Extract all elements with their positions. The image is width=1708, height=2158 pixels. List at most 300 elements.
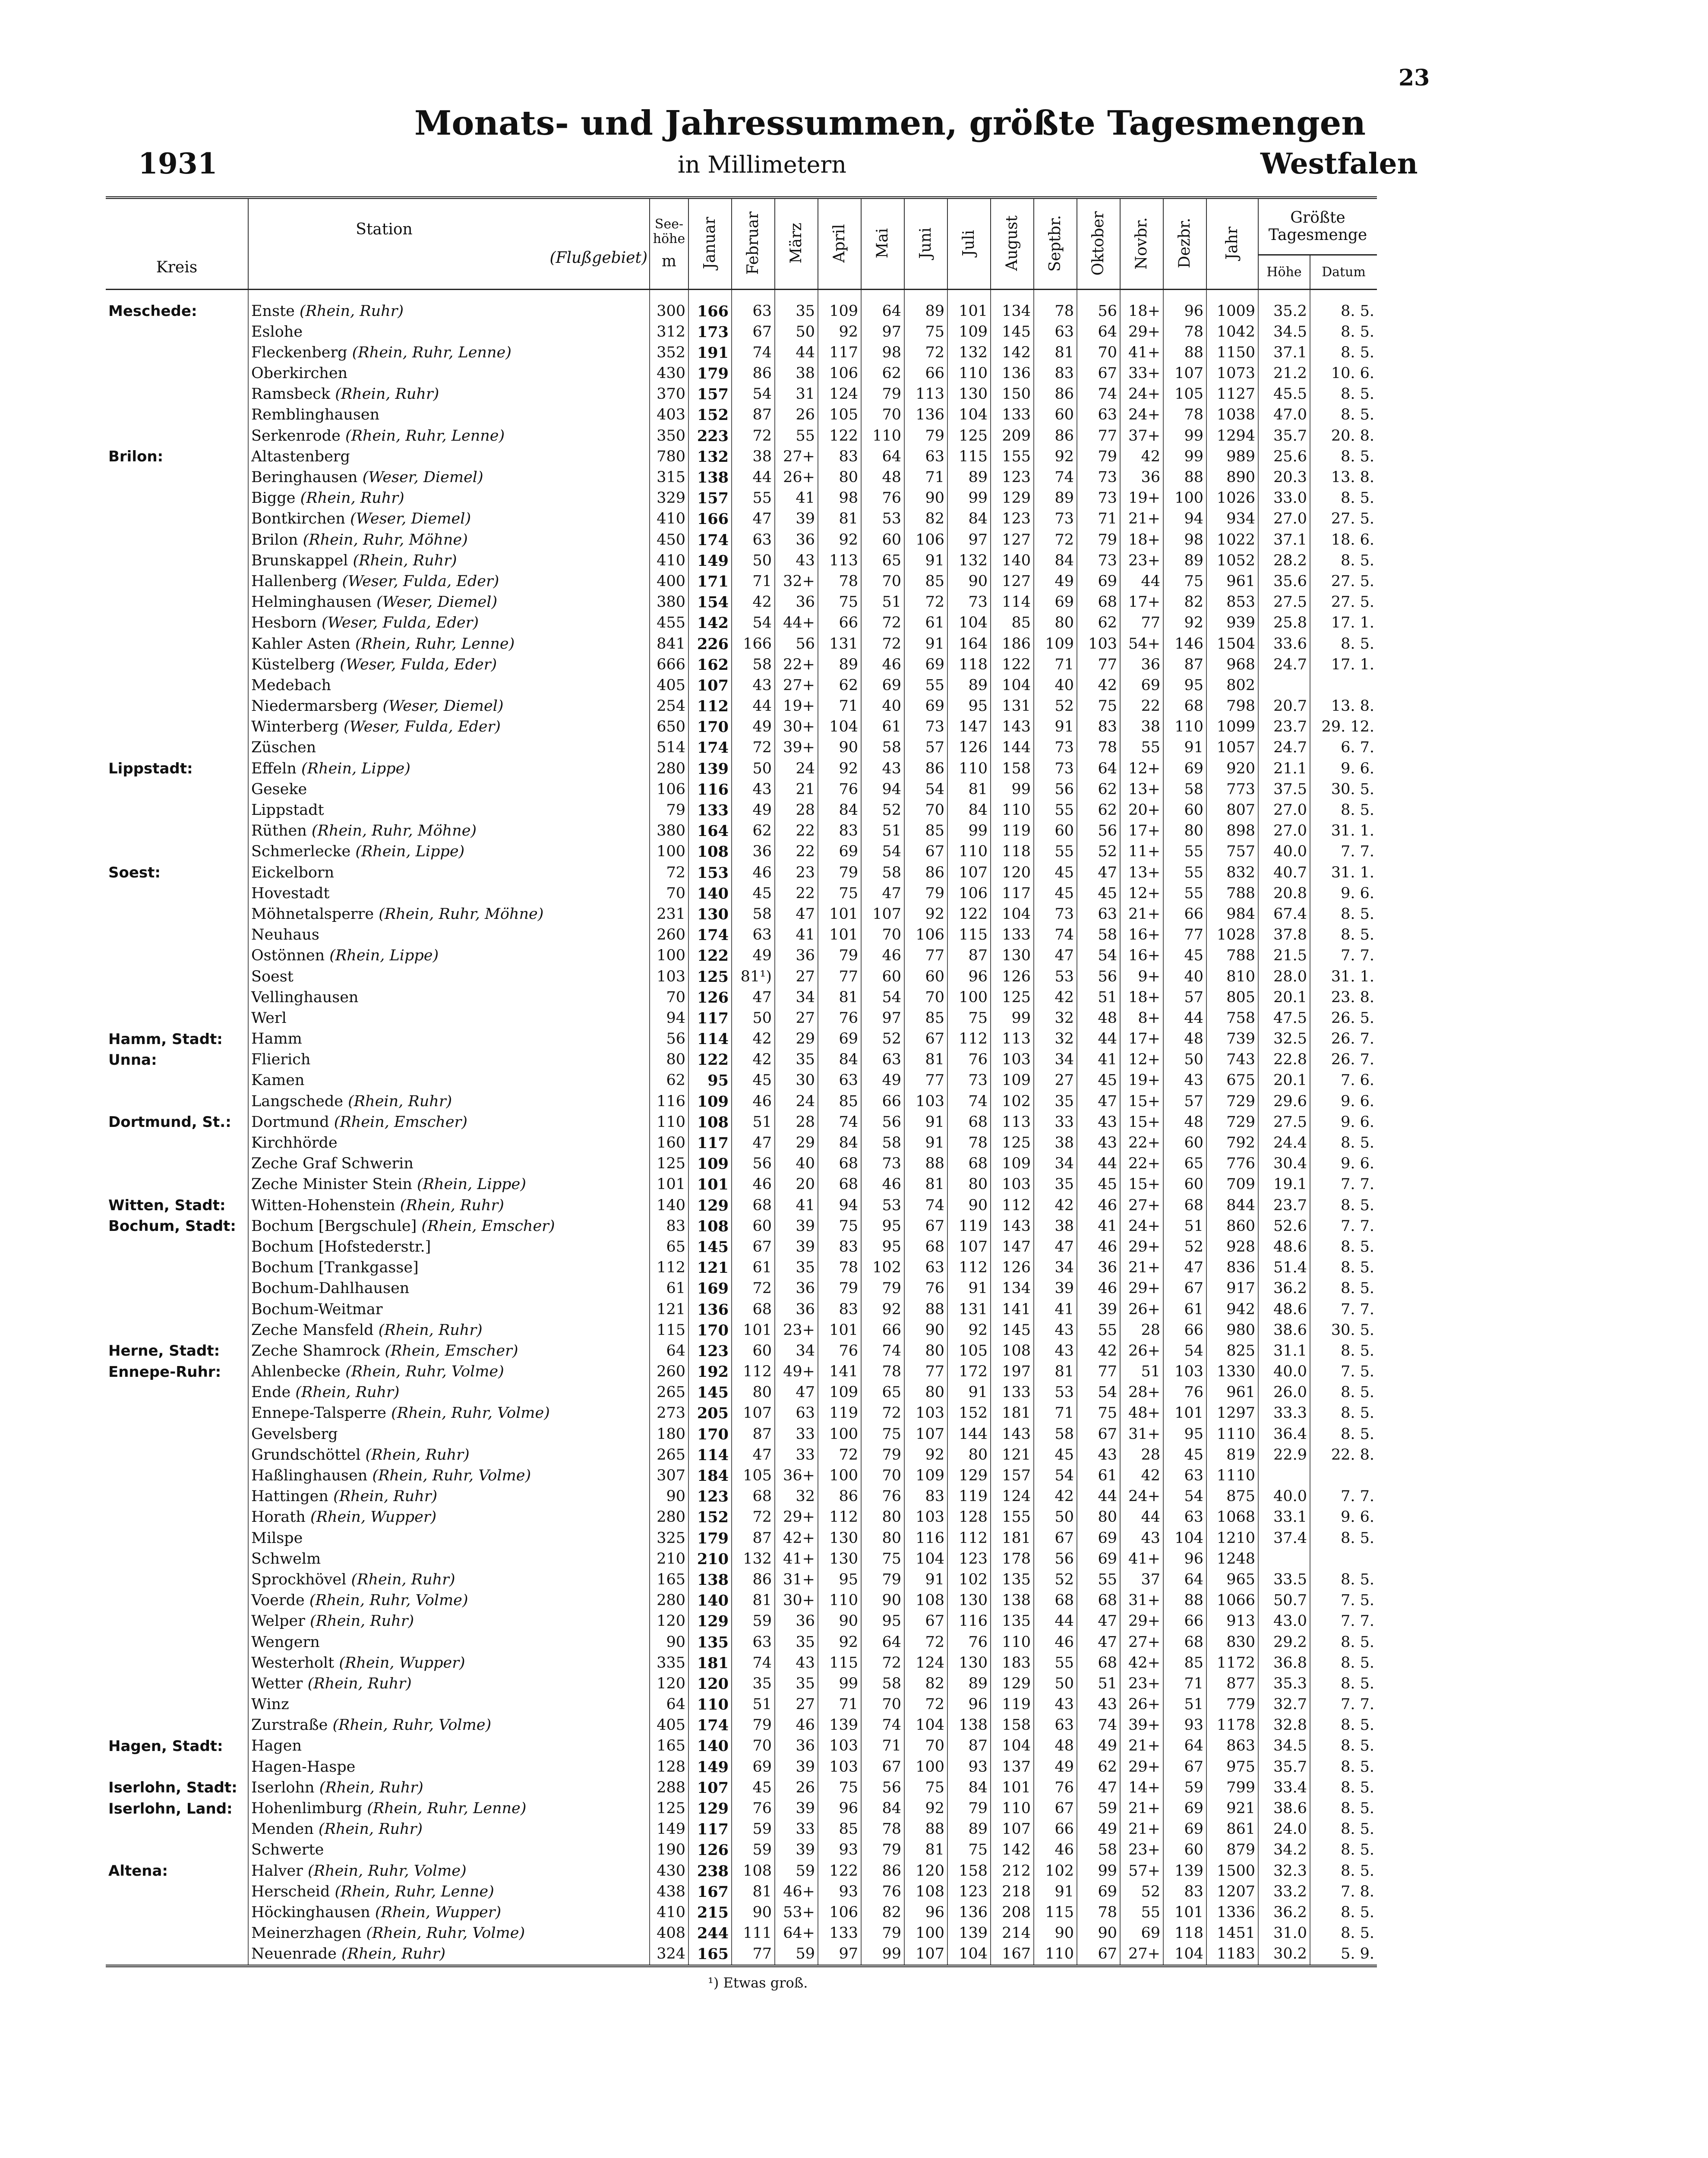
station-cell [248, 966, 650, 987]
station-name: Wengern [251, 1633, 320, 1651]
month-cell: 147 [991, 1237, 1034, 1257]
month-cell: 16+ [1120, 946, 1163, 966]
max-datum-cell: 8. 5. [1310, 1278, 1377, 1299]
max-datum-cell: 7. 6. [1310, 1070, 1377, 1091]
station-name: Gevelsberg [251, 1425, 338, 1443]
month-cell: 122 [688, 1050, 732, 1070]
jahr-cell: 917 [1206, 1278, 1258, 1299]
month-cell: 59 [775, 1944, 818, 1966]
station-name: Eickelborn [251, 864, 335, 881]
month-cell: 107 [1163, 363, 1206, 384]
month-cell: 42 [732, 592, 775, 613]
month-cell: 77 [1077, 426, 1120, 446]
station-cell [248, 1861, 650, 1881]
seehoehe-cell: 350 [650, 426, 688, 446]
month-cell: 127 [991, 571, 1034, 592]
river-basin: (Weser, Diemel) [382, 697, 504, 715]
station-name: Geseke [251, 780, 307, 798]
kreis-cell [106, 946, 248, 966]
month-cell: 27 [775, 1694, 818, 1715]
month-cell: 81 [1034, 342, 1077, 363]
month-cell: 28 [1120, 1445, 1163, 1465]
month-cell: 66 [1163, 1320, 1206, 1341]
month-cell: 170 [688, 1320, 732, 1341]
jahr-cell: 1248 [1206, 1549, 1258, 1569]
month-cell: 152 [947, 1403, 991, 1424]
month-cell: 56 [861, 1112, 904, 1133]
max-hoehe-cell: 21.5 [1258, 946, 1310, 966]
month-cell: 85 [904, 1008, 947, 1029]
month-cell: 74 [1034, 467, 1077, 488]
kreis-cell: Lippstadt: [108, 760, 193, 778]
station-cell [248, 1466, 650, 1486]
month-cell: 69 [818, 842, 861, 862]
month-cell: 40 [775, 1154, 818, 1174]
jahr-cell: 792 [1206, 1133, 1258, 1154]
month-cell: 19+ [1120, 1070, 1163, 1091]
max-hoehe-cell: 34.5 [1258, 322, 1310, 342]
month-cell: 108 [991, 1341, 1034, 1361]
month-cell: 74 [732, 342, 775, 363]
max-hoehe-cell [1258, 1549, 1310, 1569]
max-hoehe-cell: 29.2 [1258, 1632, 1310, 1653]
kreis-cell [106, 322, 248, 342]
jahr-cell: 1336 [1206, 1902, 1258, 1923]
month-cell: 131 [818, 634, 861, 654]
river-basin: (Rhein, Wupper) [375, 1903, 502, 1921]
max-datum-cell: 9. 6. [1310, 758, 1377, 779]
month-cell: 41 [1077, 1216, 1120, 1237]
month-cell: 79 [861, 1569, 904, 1590]
month-cell: 70 [861, 405, 904, 426]
station-cell [248, 696, 650, 717]
month-cell: 238 [688, 1861, 732, 1881]
month-cell: 115 [947, 446, 991, 467]
month-cell: 66 [1163, 1611, 1206, 1632]
month-cell: 145 [688, 1382, 732, 1403]
month-cell: 133 [991, 1382, 1034, 1403]
month-cell: 91 [904, 1112, 947, 1133]
jahr-cell: 860 [1206, 1216, 1258, 1237]
month-cell: 85 [904, 821, 947, 842]
month-cell: 78 [947, 1133, 991, 1154]
month-cell: 123 [688, 1341, 732, 1361]
table-row [106, 1569, 1377, 1590]
month-cell: 100 [818, 1424, 861, 1445]
month-cell: 70 [904, 800, 947, 821]
jahr-cell: 1068 [1206, 1507, 1258, 1528]
month-cell: 96 [1163, 1549, 1206, 1569]
max-hoehe-cell: 25.6 [1258, 446, 1310, 467]
month-cell: 104 [991, 904, 1034, 924]
month-cell: 97 [947, 530, 991, 550]
month-cell: 31 [775, 384, 818, 405]
month-cell: 83 [818, 446, 861, 467]
kreis-cell [106, 779, 248, 800]
month-cell: 29+ [1120, 1757, 1163, 1777]
month-cell: 104 [904, 1715, 947, 1736]
jahr-cell: 877 [1206, 1673, 1258, 1694]
station-cell [248, 1819, 650, 1840]
month-cell: 99 [991, 1008, 1034, 1029]
month-cell: 81 [904, 1840, 947, 1861]
table-row [106, 322, 1377, 342]
month-cell: 63 [1163, 1466, 1206, 1486]
jahr-cell: 1172 [1206, 1653, 1258, 1673]
month-cell: 104 [991, 675, 1034, 696]
month-cell: 103 [818, 1757, 861, 1777]
station-name: Neuhaus [251, 926, 319, 944]
month-cell: 41+ [775, 1549, 818, 1569]
month-cell: 47 [1077, 1091, 1120, 1112]
max-hoehe-cell: 24.4 [1258, 1133, 1310, 1154]
month-cell: 45 [1163, 946, 1206, 966]
month-cell: 22 [775, 821, 818, 842]
table-row [106, 1008, 1377, 1029]
seehoehe-cell: 125 [650, 1798, 688, 1819]
header-month: April [818, 198, 861, 290]
jahr-cell: 863 [1206, 1736, 1258, 1757]
month-cell: 52 [1163, 1237, 1206, 1257]
month-cell: 129 [947, 1466, 991, 1486]
month-cell: 39 [775, 509, 818, 530]
month-cell: 42 [1077, 675, 1120, 696]
month-cell: 166 [732, 634, 775, 654]
month-cell: 99 [991, 779, 1034, 800]
month-cell: 40 [1163, 966, 1206, 987]
max-datum-cell: 31. 1. [1310, 821, 1377, 842]
seehoehe-cell: 70 [650, 987, 688, 1008]
kreis-cell [106, 1653, 248, 1673]
station-cell [248, 592, 650, 613]
station-cell [248, 1757, 650, 1777]
max-datum-cell: 18. 6. [1310, 530, 1377, 550]
month-cell: 50 [732, 1008, 775, 1029]
seehoehe-cell: 780 [650, 446, 688, 467]
month-cell: 70 [861, 925, 904, 946]
month-cell: 142 [991, 342, 1034, 363]
station-cell [248, 363, 650, 384]
station-cell [248, 862, 650, 883]
month-cell: 41+ [1120, 342, 1163, 363]
month-cell: 68 [732, 1486, 775, 1507]
max-hoehe-cell: 43.0 [1258, 1611, 1310, 1632]
month-cell: 149 [688, 550, 732, 571]
kreis-cell [106, 550, 248, 571]
table-row [106, 1757, 1377, 1777]
month-cell: 133 [818, 1923, 861, 1944]
month-cell: 32 [775, 1486, 818, 1507]
month-cell: 66 [818, 613, 861, 634]
month-cell: 43 [775, 550, 818, 571]
month-cell: 73 [1034, 509, 1077, 530]
month-cell: 120 [688, 1673, 732, 1694]
month-cell: 92 [818, 530, 861, 550]
month-cell: 121 [688, 1258, 732, 1278]
station-name: Werl [251, 1009, 287, 1027]
month-cell: 68 [1077, 592, 1120, 613]
seehoehe-cell: 666 [650, 654, 688, 675]
kreis-cell [106, 1154, 248, 1174]
month-cell: 42 [1034, 1195, 1077, 1216]
station-cell [248, 1777, 650, 1798]
month-cell: 109 [904, 1466, 947, 1486]
month-cell: 45 [732, 1070, 775, 1091]
month-cell: 66 [1163, 904, 1206, 924]
header-jahr: Jahr [1206, 198, 1258, 290]
month-cell: 45 [1034, 1445, 1077, 1465]
max-datum-cell: 5. 9. [1310, 1944, 1377, 1966]
month-cell: 78 [861, 1362, 904, 1382]
month-cell: 55 [1120, 1902, 1163, 1923]
jahr-cell: 853 [1206, 592, 1258, 613]
month-cell: 96 [818, 1798, 861, 1819]
month-cell: 47 [1034, 1237, 1077, 1257]
month-cell: 54 [1034, 1466, 1077, 1486]
month-cell: 117 [991, 883, 1034, 904]
max-datum-cell: 30. 5. [1310, 779, 1377, 800]
river-basin: (Rhein, Ruhr) [318, 1820, 423, 1838]
month-cell: 110 [947, 363, 991, 384]
jahr-cell: 739 [1206, 1029, 1258, 1050]
month-cell: 59 [732, 1819, 775, 1840]
month-cell: 31+ [775, 1569, 818, 1590]
month-cell: 33 [775, 1424, 818, 1445]
month-cell: 124 [904, 1653, 947, 1673]
month-cell: 60 [1163, 800, 1206, 821]
kreis-cell [106, 1902, 248, 1923]
table-row [106, 675, 1377, 696]
river-basin: (Rhein, Ruhr) [335, 385, 439, 403]
month-cell: 145 [688, 1237, 732, 1257]
month-cell: 122 [818, 426, 861, 446]
table-row [106, 1299, 1377, 1320]
month-cell: 32+ [775, 571, 818, 592]
month-cell: 92 [818, 1632, 861, 1653]
month-cell: 16+ [1120, 925, 1163, 946]
jahr-cell: 921 [1206, 1798, 1258, 1819]
max-hoehe-cell: 67.4 [1258, 904, 1310, 924]
month-cell: 63 [861, 1050, 904, 1070]
station-name: Hagen [251, 1737, 302, 1755]
station-name: Bochum-Weitmar [251, 1300, 383, 1318]
kreis-cell [106, 613, 248, 634]
month-cell: 49 [732, 717, 775, 738]
station-cell [248, 1881, 650, 1902]
month-cell: 47 [732, 987, 775, 1008]
month-cell: 89 [947, 675, 991, 696]
month-cell: 90 [1077, 1923, 1120, 1944]
month-cell: 104 [991, 1736, 1034, 1757]
month-cell: 33+ [1120, 363, 1163, 384]
month-cell: 102 [991, 1091, 1034, 1112]
table-row [106, 1320, 1377, 1341]
month-cell: 215 [688, 1902, 732, 1923]
kreis-cell [106, 488, 248, 509]
month-cell: 39+ [1120, 1715, 1163, 1736]
month-cell: 132 [947, 342, 991, 363]
month-cell: 138 [991, 1590, 1034, 1611]
seehoehe-cell: 380 [650, 592, 688, 613]
station-name: Haßlinghausen [251, 1467, 368, 1484]
river-basin: (Rhein, Ruhr, Möhne) [303, 531, 468, 549]
month-cell: 60 [904, 966, 947, 987]
kreis-cell [106, 405, 248, 426]
month-cell: 68 [818, 1174, 861, 1195]
month-cell: 68 [1034, 1590, 1077, 1611]
station-cell [248, 1736, 650, 1757]
month-cell: 106 [904, 925, 947, 946]
table-row [106, 925, 1377, 946]
kreis-cell [106, 1673, 248, 1694]
month-cell: 140 [688, 1736, 732, 1757]
seehoehe-cell: 80 [650, 1050, 688, 1070]
seehoehe-cell: 265 [650, 1382, 688, 1403]
month-cell: 73 [947, 1070, 991, 1091]
month-cell: 60 [1163, 1840, 1206, 1861]
max-hoehe-cell: 24.0 [1258, 1819, 1310, 1840]
month-cell: 46 [775, 1715, 818, 1736]
month-cell: 89 [947, 1819, 991, 1840]
station-name: Halver [251, 1862, 303, 1880]
month-cell: 47 [1034, 946, 1077, 966]
month-cell: 75 [947, 1008, 991, 1029]
station-name: Sprockhövel [251, 1571, 347, 1588]
month-cell: 81 [818, 987, 861, 1008]
month-cell: 43 [1163, 1070, 1206, 1091]
month-cell: 49+ [775, 1362, 818, 1382]
table-row [106, 1424, 1377, 1445]
seehoehe-cell: 103 [650, 966, 688, 987]
month-cell: 78 [1034, 290, 1077, 322]
month-cell: 63 [732, 290, 775, 322]
max-hoehe-cell: 33.1 [1258, 1507, 1310, 1528]
table-row [106, 800, 1377, 821]
table-body [106, 290, 1377, 1966]
station-cell [248, 675, 650, 696]
max-datum-cell: 8. 5. [1310, 925, 1377, 946]
month-cell: 21+ [1120, 904, 1163, 924]
month-cell: 113 [991, 1029, 1034, 1050]
max-datum-cell: 7. 7. [1310, 1299, 1377, 1320]
jahr-cell: 968 [1206, 654, 1258, 675]
station-name: Küstelberg [251, 656, 335, 673]
month-cell: 81 [1034, 1362, 1077, 1382]
month-cell: 71 [818, 696, 861, 717]
station-name: Hohenlimburg [251, 1800, 363, 1817]
kreis-cell [106, 1278, 248, 1299]
month-cell: 43 [1120, 1528, 1163, 1549]
month-cell: 79 [861, 1840, 904, 1861]
river-basin: (Rhein, Ruhr, Volme) [391, 1404, 550, 1422]
kreis-cell [106, 925, 248, 946]
kreis-cell: Bochum, Stadt: [108, 1218, 236, 1235]
max-datum-cell: 8. 5. [1310, 1840, 1377, 1861]
month-cell: 74 [861, 1715, 904, 1736]
month-cell: 81¹) [732, 966, 775, 987]
month-cell: 62 [1077, 779, 1120, 800]
month-cell: 37 [1120, 1569, 1163, 1590]
month-cell: 107 [688, 675, 732, 696]
month-cell: 34 [1034, 1050, 1077, 1070]
month-cell: 18+ [1120, 987, 1163, 1008]
month-cell: 124 [991, 1486, 1034, 1507]
seehoehe-cell: 190 [650, 1840, 688, 1861]
station-cell [248, 1923, 650, 1944]
month-cell: 142 [688, 613, 732, 634]
month-cell: 123 [947, 1881, 991, 1902]
header-kreis: Kreis [106, 198, 248, 290]
river-basin: (Rhein, Ruhr) [348, 1092, 452, 1110]
month-cell: 123 [991, 467, 1034, 488]
station-name: Flierich [251, 1051, 311, 1069]
max-hoehe-cell: 24.7 [1258, 654, 1310, 675]
station-name: Hovestadt [251, 884, 330, 902]
month-cell: 99 [947, 488, 991, 509]
month-cell: 80 [904, 1341, 947, 1361]
month-cell: 74 [947, 1091, 991, 1112]
month-cell: 98 [861, 342, 904, 363]
max-hoehe-cell: 19.1 [1258, 1174, 1310, 1195]
jahr-cell: 1210 [1206, 1528, 1258, 1549]
month-cell: 74 [1077, 1715, 1120, 1736]
month-cell: 152 [688, 1507, 732, 1528]
month-cell: 79 [818, 862, 861, 883]
max-hoehe-cell: 28.2 [1258, 550, 1310, 571]
month-cell: 130 [947, 1590, 991, 1611]
jahr-cell: 1127 [1206, 384, 1258, 405]
max-hoehe-cell: 30.4 [1258, 1154, 1310, 1174]
month-cell: 115 [947, 925, 991, 946]
month-cell: 150 [991, 384, 1034, 405]
month-cell: 100 [818, 1466, 861, 1486]
station-cell [248, 1237, 650, 1257]
month-cell: 29+ [1120, 1237, 1163, 1257]
month-cell: 91 [1034, 717, 1077, 738]
kreis-cell [106, 1757, 248, 1777]
month-cell: 72 [732, 1507, 775, 1528]
month-cell: 90 [904, 1320, 947, 1341]
month-cell: 50 [775, 322, 818, 342]
month-cell: 72 [904, 1632, 947, 1653]
month-cell: 48 [1163, 1029, 1206, 1050]
header-month: Septbr. [1034, 198, 1077, 290]
table-row [106, 509, 1377, 530]
max-datum-cell: 31. 1. [1310, 966, 1377, 987]
month-cell: 140 [991, 550, 1034, 571]
station-name: Hattingen [251, 1488, 328, 1505]
max-datum-cell: 17. 1. [1310, 613, 1377, 634]
month-cell: 137 [991, 1757, 1034, 1777]
month-cell: 44 [1120, 571, 1163, 592]
month-cell: 33 [1034, 1112, 1077, 1133]
month-cell: 112 [991, 1195, 1034, 1216]
month-cell: 88 [904, 1154, 947, 1174]
month-cell: 186 [991, 634, 1034, 654]
jahr-cell: 788 [1206, 946, 1258, 966]
max-datum-cell: 22. 8. [1310, 1445, 1377, 1465]
station-name: Bochum [Trankgasse] [251, 1259, 419, 1277]
kreis-cell [106, 363, 248, 384]
month-cell: 89 [947, 1673, 991, 1694]
river-basin: (Rhein, Ruhr, Lenne) [352, 344, 511, 361]
header-seehoehe: See-höhe m [650, 198, 688, 290]
month-cell: 67 [904, 1216, 947, 1237]
month-cell: 44 [732, 467, 775, 488]
month-cell: 42+ [1120, 1653, 1163, 1673]
month-cell: 76 [818, 1341, 861, 1361]
table-row [106, 1798, 1377, 1819]
